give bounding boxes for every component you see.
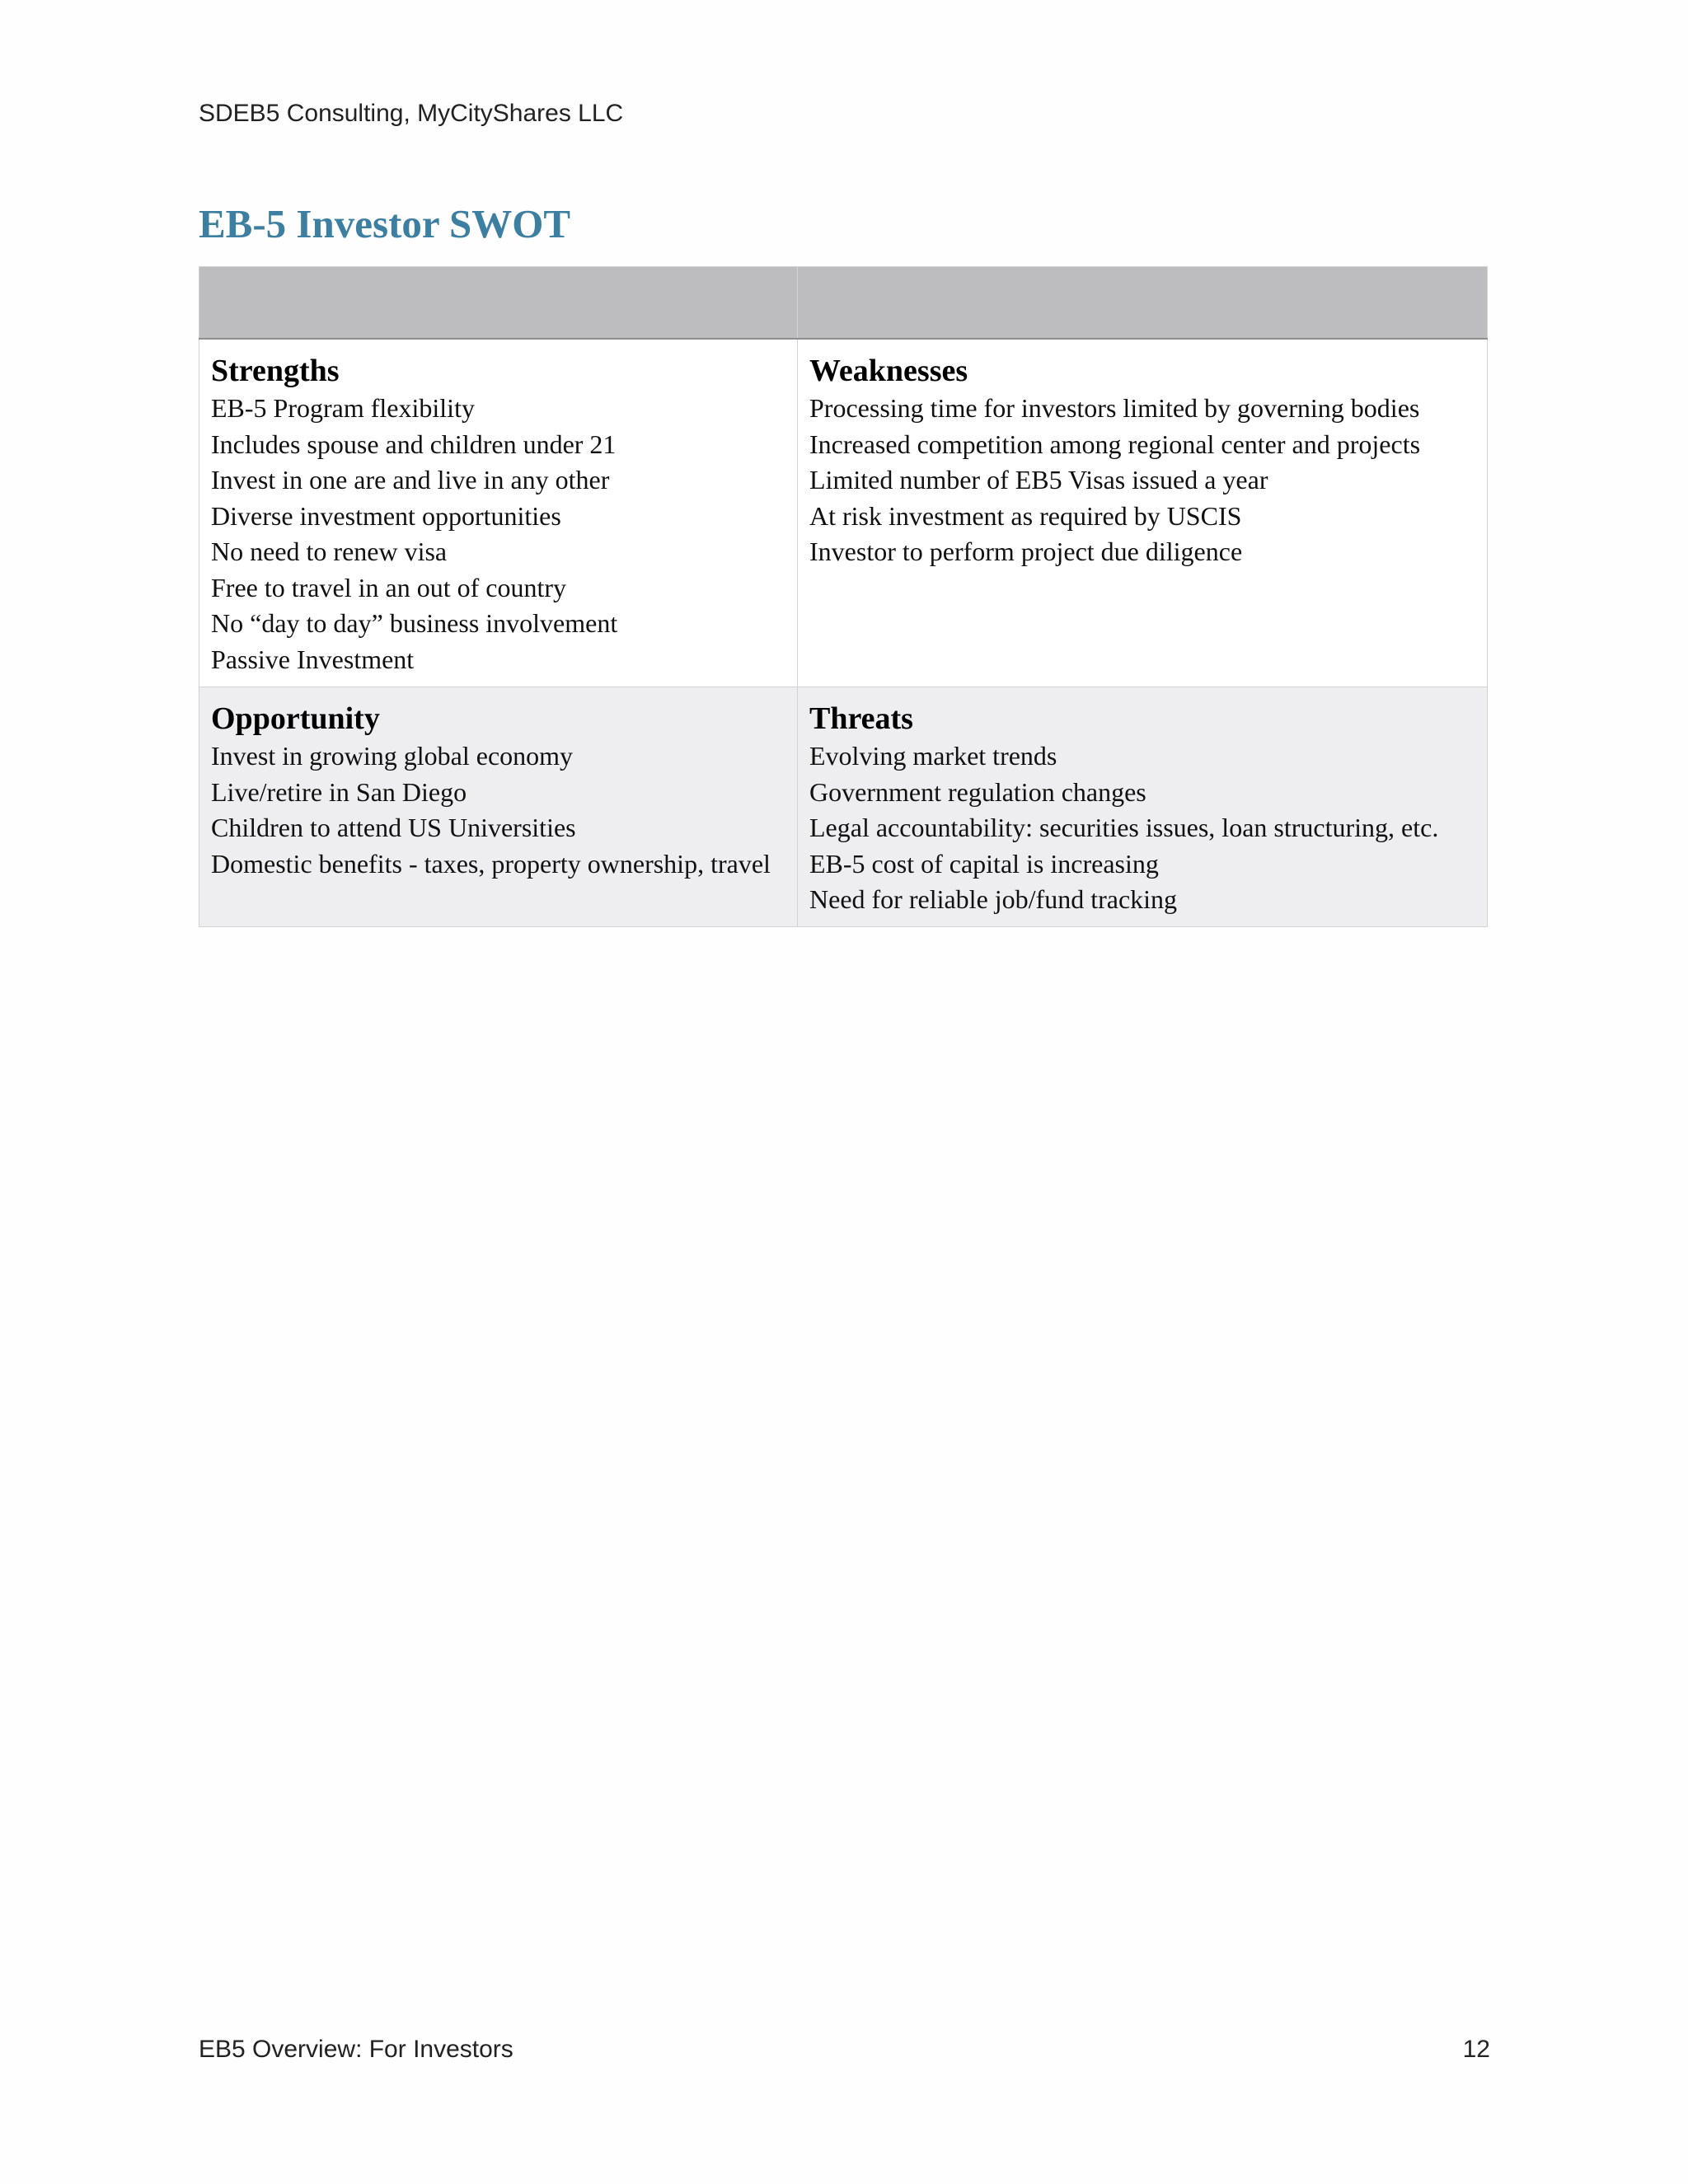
strengths-item: Passive Investment [211,644,415,674]
threats-heading: Threats [809,701,913,736]
page-title: EB-5 Investor SWOT [199,201,571,246]
swot-table [199,266,1488,927]
table-row [199,339,1488,687]
strengths-cell [199,339,798,687]
running-footer: EB5 Overview: For Investors [199,2036,513,2063]
strengths-item: Free to travel in an out of country [211,572,566,602]
strengths-item: Includes spouse and children under 21 [211,429,617,459]
opportunity-item: Domestic benefits - taxes, property ownership, travel [211,848,771,879]
weaknesses-item: Processing time for investors limited by governing bodies [809,393,1420,423]
weaknesses-heading: Weaknesses [809,354,968,388]
weaknesses-list [809,391,1475,570]
weaknesses-cell [798,339,1488,687]
strengths-heading: Strengths [211,354,340,388]
strengths-item: No need to renew visa [211,537,448,566]
weaknesses-item: Limited number of EB5 Visas issued a year [809,465,1268,494]
threats-list [809,738,1475,918]
opportunity-list [211,738,785,882]
threats-cell [798,687,1488,927]
weaknesses-item: At risk investment as required by USCIS [809,500,1242,531]
strengths-item: Diverse investment opportunities [211,500,561,531]
threats-item: Evolving market trends [809,741,1057,771]
table-header-row [199,267,1488,340]
threats-item: Legal accountability: securities issues, loan structuring, etc. [809,813,1439,842]
running-header: SDEB5 Consulting, MyCityShares LLC [199,100,624,127]
strengths-list [211,391,785,677]
opportunity-heading: Opportunity [211,701,380,736]
opportunity-item: Children to attend US Universities [211,813,576,842]
opportunity-item: Invest in growing global economy [211,741,574,771]
threats-item: EB-5 cost of capital is increasing [809,848,1159,879]
opportunity-item: Live/retire in San Diego [211,776,467,807]
strengths-item: EB-5 Program flexibility [211,393,475,423]
table-row [199,687,1488,927]
opportunity-cell [199,687,798,927]
strengths-item: Invest in one are and live in any other [211,465,610,494]
threats-item: Government regulation changes [809,776,1146,807]
table-header-cell-right [798,267,1488,340]
strengths-item: No “day to day” business involvement [211,608,618,638]
weaknesses-item: Increased competition among regional center and projects [809,429,1421,459]
weaknesses-item: Investor to perform project due diligence [809,537,1243,566]
threats-item: Need for reliable job/fund tracking [809,884,1178,914]
table-header-cell-left [199,267,798,340]
page-number: 12 [1462,2036,1490,2063]
